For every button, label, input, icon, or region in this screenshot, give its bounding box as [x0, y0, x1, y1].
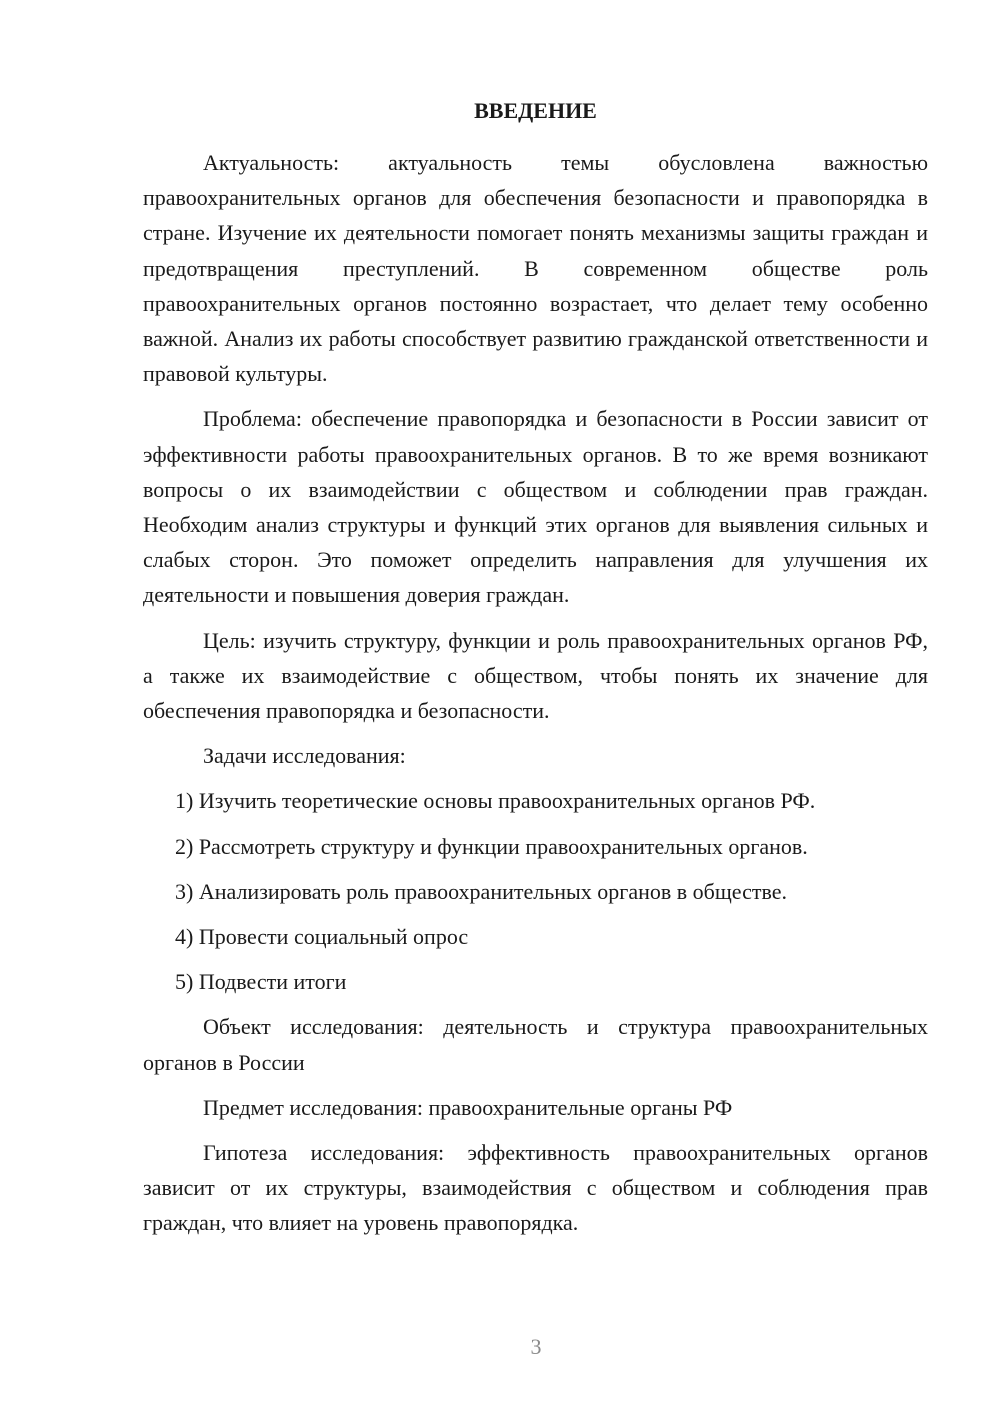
object-paragraph: Объект исследования: деятельность и структура правоохранительных органов в России: [143, 1014, 928, 1075]
relevance-paragraph: Актуальность: актуальность темы обусловлена важностью правоохранительных органов для обеспечения безопасности и правопорядка в стране. Изучение их деятельности помогает понять механизмы защиты граждан и предотвращения преступлений. В современном обществе роль правоохранительных органов постоянно возрастает, что делает тему особенно важной. Анализ их работы способствует развитию гражданской ответственности и правовой культуры.: [143, 150, 928, 387]
list-item: 3) Анализировать роль правоохранительных органов в обществе.: [175, 878, 787, 904]
hypothesis-paragraph: Гипотеза исследования: эффективность правоохранительных органов зависит от их структуры, взаимодействия с обществом и соблюдения прав граждан, что влияет на уровень правопорядка.: [143, 1140, 928, 1236]
page-number: 3: [530, 1334, 542, 1359]
page-title: ВВЕДЕНИЕ: [474, 98, 597, 123]
list-item: 5) Подвести итоги: [175, 969, 347, 995]
list-item: 1) Изучить теоретические основы правоохранительных органов РФ.: [175, 788, 816, 814]
problem-paragraph: Проблема: обеспечение правопорядка и безопасности в России зависит от эффективности работы правоохранительных органов. В то же время возникают вопросы о их взаимодействии с обществом и соблюдении прав граждан. Необходим анализ структуры и функций этих органов для выявления сильных и слабых сторон. Это поможет определить направления для улучшения их деятельности и повышения доверия граждан.: [143, 406, 928, 608]
goal-paragraph: Цель: изучить структуру, функции и роль правоохранительных органов РФ, а также их взаимодействие с обществом, чтобы понять их значение для обеспечения правопорядка и безопасности.: [143, 627, 928, 724]
tasks-heading: Задачи исследования:: [203, 743, 406, 769]
tasks-list: [143, 783, 928, 999]
list-item: 2) Рассмотреть структуру и функции правоохранительных органов.: [175, 833, 808, 859]
page-content: [143, 97, 928, 1251]
list-item: 4) Провести социальный опрос: [175, 924, 469, 950]
subject-paragraph: Предмет исследования: правоохранительные органы РФ: [203, 1094, 733, 1120]
